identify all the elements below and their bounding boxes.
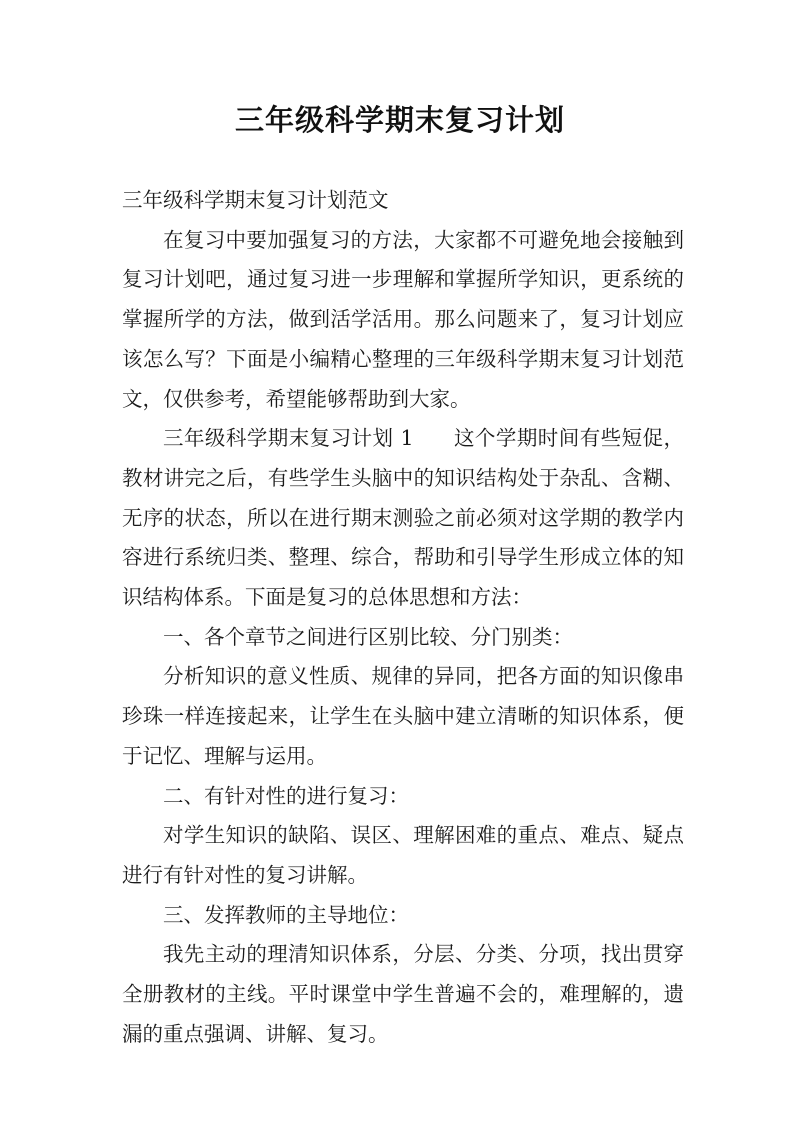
intro-paragraph: 在复习中要加强复习的方法，大家都不可避免地会接触到复习计划吧，通过复习进一步理解和掌握所学知识，更系统的掌握所学的方法，做到活学活用。那么问题来了，复习计划应该怎么写？下面是小编精心整理的三年级科学期末复习计划范文，仅供参考，希望能够帮助到大家。 <box>122 227 684 411</box>
document-subtitle: 三年级科学期末复习计划范文 <box>122 188 389 212</box>
plan1-heading: 三年级科学期末复习计划 1 <box>163 426 414 451</box>
plan1-paragraph <box>122 419 684 618</box>
document-body <box>122 181 684 1054</box>
plan1-text: 这个学期时间有些短促，教材讲完之后，有些学生头脑中的知识结构处于杂乱、含糊、无序的状态，所以在进行期末测验之前必须对这学期的教学内容进行系统归类、整理、综合，帮助和引导学生形成立体的知识结构体系。下面是复习的总体思想和方法： <box>122 426 685 610</box>
section3-paragraph: 我先主动的理清知识体系，分层、分类、分项，找出贯穿全册教材的主线。平时课堂中学生普遍不会的，难理解的，遗漏的重点强调、讲解、复习。 <box>122 942 684 1046</box>
section3-heading: 三、发挥教师的主导地位： <box>163 902 409 927</box>
document-title: 三年级科学期末复习计划 <box>234 103 565 137</box>
section2-paragraph: 对学生知识的缺陷、误区、理解困难的重点、难点、疑点进行有针对性的复习讲解。 <box>122 823 684 887</box>
section1-heading: 一、各个章节之间进行区别比较、分门别类： <box>163 624 573 649</box>
section1-paragraph: 分析知识的意义性质、规律的异同，把各方面的知识像串珍珠一样连接起来，让学生在头脑中建立清晰的知识体系，便于记忆、理解与运用。 <box>122 664 684 768</box>
section2-heading: 二、有针对性的进行复习： <box>163 783 409 808</box>
